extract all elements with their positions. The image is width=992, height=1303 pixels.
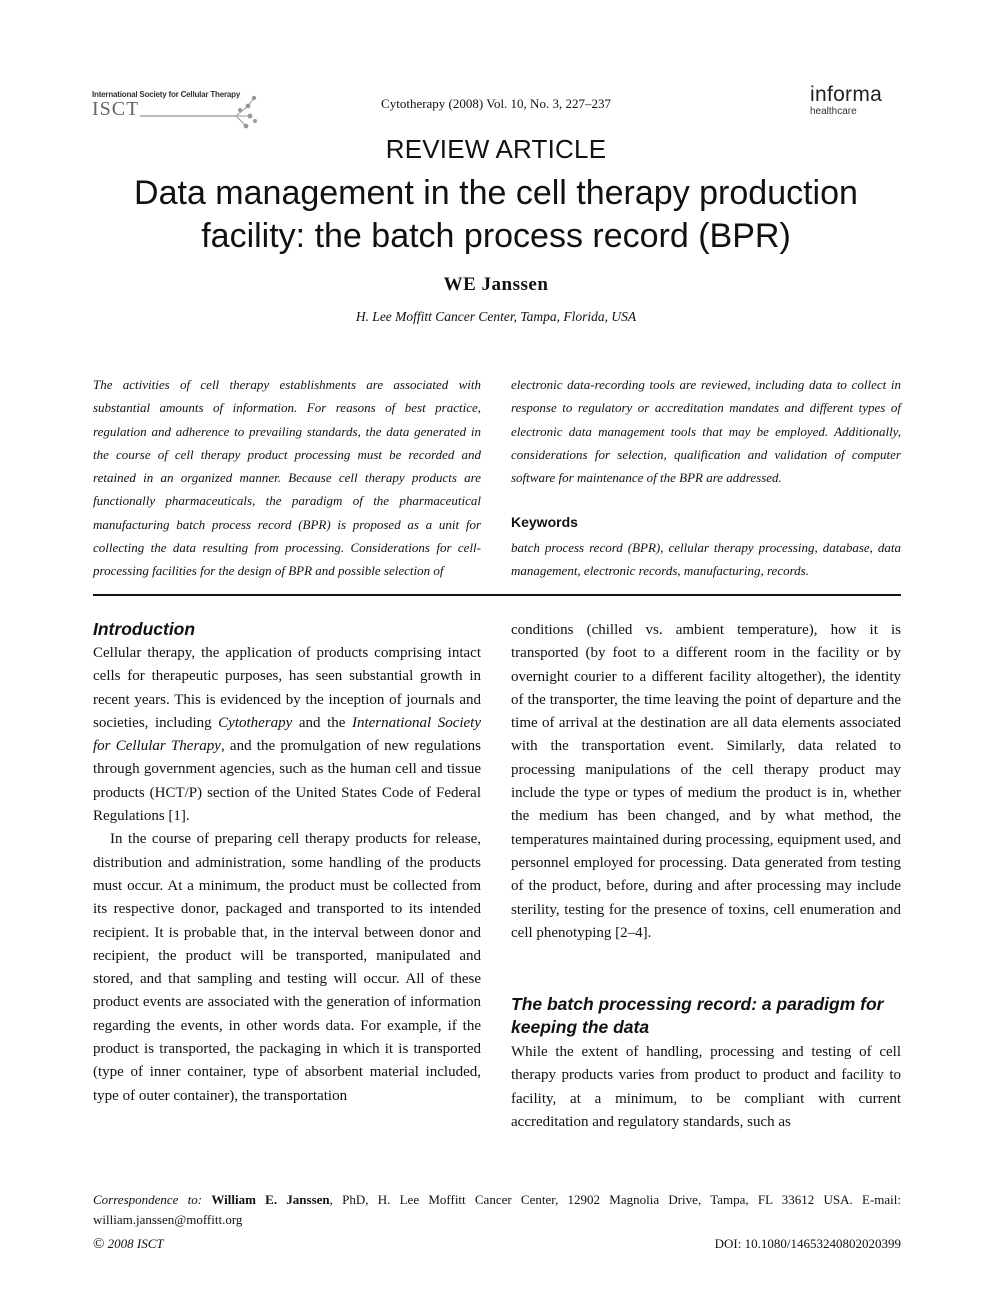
correspondence-name: William E. Janssen <box>211 1192 330 1207</box>
publisher-logo-word: informa <box>810 83 883 106</box>
abstract-right: electronic data-recording tools are reviewed, including data to collect in response to regulatory or accreditation mandates and different types of electronic data management tools that may be employed. Additionally, considerations for selection, qualification and validation of computer software for maintenance of the BPR are addressed. <box>511 377 901 486</box>
affiliation: H. Lee Moffitt Cancer Center, Tampa, Florida, USA <box>355 309 637 324</box>
bpr-paragraph-1: While the extent of handling, processing and testing of cell therapy products varies from product to product and facility to facility, at a minimum, to be compliant with current accreditation and regulatory standards, such as <box>511 1044 901 1130</box>
doi: DOI: 10.1080/14653240802020399 <box>714 1236 901 1251</box>
abstract-left: The activities of cell therapy establishments are associated with substantial amounts of information. For reasons of best practice, regulation and adherence to prevailing standards, the data generated in the course of cell therapy product processing must be recorded and retained in an organized manner. Because cell therapy products are functionally pharmaceuticals, the paradigm of the pharmaceutical manufacturing batch process record (BPR) is proposed as a unit for collecting the data resulting from processing. Considerations for cell-processing facilities for the design of BPR and possible selection of <box>93 377 481 579</box>
keywords: batch process record (BPR), cellular therapy processing, database, data management, electronic records, manufacturing, records. <box>511 540 901 579</box>
intro-paragraph-2: In the course of preparing cell therapy products for release, distribution and administration, some handling of the products must occur. At a minimum, the product must be collected from its respective donor, packaged and transported to its intended recipient. It is probable that, in the interval between donor and recipient, the product will be transported, manipulated and stored, and that sampling and testing will occur. All of these product events are associated with the generation of information regarding the events, in other words data. For example, if the product is transported, the packaging in which it is transported (type of inner container, type of absorbent material included, type of outer container), the transportation <box>93 831 481 1104</box>
intro-paragraph-1: Cellular therapy, the application of products comprising intact cells for therapeutic purposes, has seen substantial growth in recent years. This is evidenced by the inception of journals and societies, including Cytotherapy and the International Society for Cellular Therapy, and the promulgation of new regulations through government agencies, such as the human cell and tissue products (HCT/P) section of the United States Code of Federal Regulations [1]. <box>93 645 482 825</box>
right-paragraph-1: conditions (chilled vs. ambient temperature), how it is transported (by foot to a different room in the facility or by overnight courier to a different facility altogether), the identity of the transporter, the time leaving the point of departure and the time of arrival at the destination are all data elements associated with the transportation event. Similarly, data related to processing manipulations of the cell therapy product may include the type or types of medium the product is in, whether the medium has been changed, and by what method, the temperatures maintained during processing, equipment used, and personnel employed for processing. Data generated from testing of the product, before, during and after processing may include sterility, testing for the presence of toxins, cell enumeration and cell phenotyping [2–4]. <box>511 622 901 941</box>
keywords-heading: Keywords <box>511 514 578 530</box>
introduction-heading: Introduction <box>93 619 196 639</box>
correspondence: Correspondence to: William E. Janssen, PhD, H. Lee Moffitt Cancer Center, 12902 Magnolia Drive, Tampa, FL 33612 USA. E-mail: william.janssen@moffitt.org <box>93 1192 902 1227</box>
title-line-2: facility: the batch process record (BPR) <box>201 217 791 255</box>
bpr-heading: The batch processing record: a paradigm for keeping the data <box>511 994 884 1037</box>
article-title <box>60 172 932 258</box>
isct-logo-name: International Society for Cellular Therapy <box>92 90 241 99</box>
body-right-column <box>511 619 901 945</box>
publisher-logo-sub: healthcare <box>810 106 857 117</box>
society-name: International Society for Cellular Therapy <box>93 714 482 755</box>
isct-logo-abbr: ISCT <box>92 98 140 120</box>
journal-name: Cytotherapy <box>218 714 293 731</box>
body-left-column <box>93 642 481 1108</box>
author: WE Janssen <box>443 274 549 295</box>
bpr-column <box>511 1041 901 1134</box>
title-line-1: Data management in the cell therapy production <box>134 174 858 212</box>
abstract-divider <box>93 594 901 596</box>
journal-reference: Cytotherapy (2008) Vol. 10, No. 3, 227–237 <box>381 96 611 111</box>
publisher-logo <box>810 84 910 117</box>
section-label: REVIEW ARTICLE <box>385 134 607 164</box>
copyright-symbol: © <box>93 1236 105 1252</box>
copyright: © 2008 ISCT <box>93 1236 164 1252</box>
